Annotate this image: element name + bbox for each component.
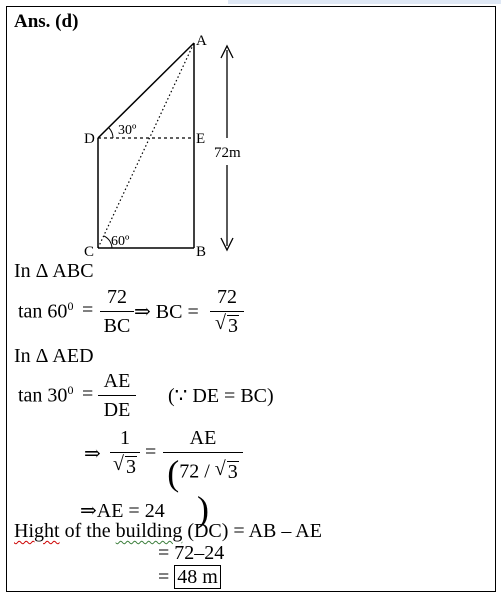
heading-aed: In Δ AED bbox=[14, 345, 94, 367]
angle-30-label: 30º bbox=[118, 123, 137, 138]
heading-abc: In Δ ABC bbox=[14, 260, 94, 282]
final-answer-box: 48 m bbox=[174, 565, 221, 589]
answer-label: Ans. (d) bbox=[14, 11, 79, 32]
equals-1: = bbox=[82, 299, 94, 321]
label-d: D bbox=[84, 131, 95, 147]
building-diagram bbox=[0, 0, 501, 270]
label-b: B bbox=[196, 244, 207, 260]
dotted-line-ca bbox=[98, 43, 194, 248]
height-label: 72m bbox=[214, 145, 241, 161]
tan60-lhs: $\tan 60^0$ bbox=[18, 299, 74, 323]
angle-arc-d bbox=[109, 128, 113, 138]
line-da bbox=[98, 43, 194, 138]
sqrt-icon: √ 3 bbox=[214, 457, 238, 483]
fraction-ae-72-root3: AE (72 / √ 3) bbox=[163, 426, 243, 527]
ae-result: ⇒AE = 24 bbox=[80, 500, 165, 522]
angle-60-label: 60º bbox=[111, 234, 130, 249]
implies-bc: ⇒ BC = bbox=[134, 301, 199, 323]
implies-arrow: ⇒ bbox=[84, 443, 101, 465]
because-note: (∵ DE = BC) bbox=[168, 385, 274, 407]
label-a: A bbox=[196, 33, 207, 49]
label-e: E bbox=[196, 131, 206, 147]
sqrt-icon: √ 3 bbox=[215, 312, 238, 337]
fraction-ae-de: AE DE bbox=[98, 369, 136, 422]
fraction-1-root3: 1 √ 3 bbox=[110, 426, 140, 479]
final-answer-line: = 48 m bbox=[158, 566, 221, 589]
calc-line: = 72–24 bbox=[158, 542, 225, 564]
sqrt-icon: √ 3 bbox=[113, 453, 136, 478]
fraction-72-bc: 72 BC bbox=[100, 285, 134, 338]
equals-2: = bbox=[82, 383, 94, 405]
equals-3: = bbox=[145, 441, 157, 463]
label-c: C bbox=[84, 244, 95, 260]
height-of-building-line: Hight of the building (DC) = AB – AE bbox=[14, 520, 322, 542]
fraction-72-root3: 72 √ 3 bbox=[210, 285, 244, 338]
tan30-lhs: $\tan 30^0$ bbox=[18, 383, 74, 407]
